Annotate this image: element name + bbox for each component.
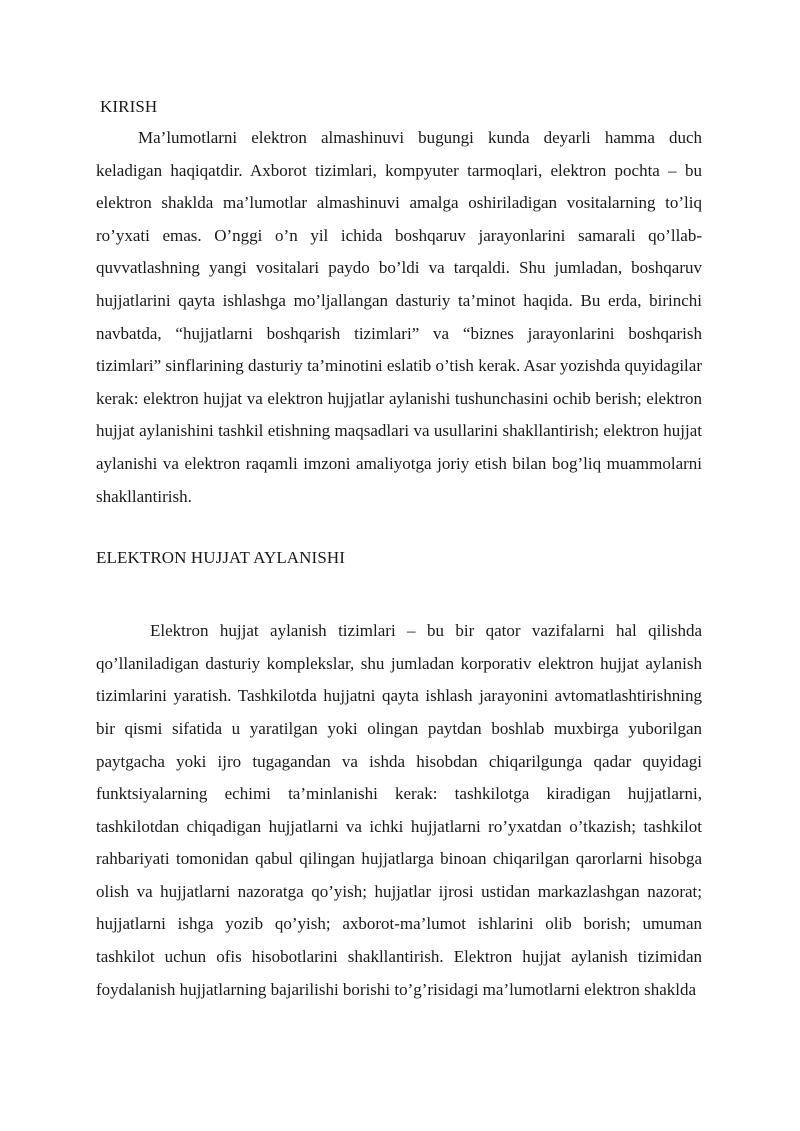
section-heading-kirish: KIRISH bbox=[100, 97, 158, 116]
document-page bbox=[96, 96, 702, 1006]
section-paragraph-kirish: Ma’lumotlarni elektron almashinuvi bugungi kunda deyarli hamma duch keladigan haqiqatdir. Axborot tizimlari, kompyuter tarmoqlari, elektron pochta – bu elektron shaklda ma’lumotlar almashinuvi amalga oshiriladigan vositalarning to’liq ro’yxati emas. O’nggi o’n yil ichida boshqaruv jarayonlarini samarali qo’llab-quvvatlashning yangi vositalari paydo bo’ldi va tarqaldi. Shu jumladan, boshqaruv hujjatlarini qayta ishlashga mo’ljallangan dasturiy ta’minot haqida. Bu erda, birinchi navbatda, “hujjatlarni boshqarish tizimlari” va “biznes jarayonlarini boshqarish tizimlari” sinflarining dasturiy ta’minotini eslatib o’tish kerak. Asar yozishda quyidagilar kerak: elektron hujjat va elektron hujjatlar aylanishi tushunchasini ochib berish; elektron hujjat aylanishini tashkil etishning maqsadlari va usullarini shakllantirish; elektron hujjat aylanishi va elektron raqamli imzoni amaliyotga joriy etish bilan bog’liq muammolarni shakllantirish. bbox=[96, 128, 702, 506]
section-heading-elektron-hujjat-aylanishi: ELEKTRON HUJJAT AYLANISHI bbox=[96, 548, 346, 568]
section-paragraph-elektron-hujjat-aylanishi: Elektron hujjat aylanish tizimlari – bu bir qator vazifalarni hal qilishda qo’llaniladigan dasturiy komplekslar, shu jumladan korporativ elektron hujjat aylanish tizimlarini yaratish. Tashkilotda hujjatni qayta ishlash jarayonini avtomatlashtirishning bir qismi sifatida u yaratilgan yoki olingan paytdan boshlab muxbirga yuborilgan paytgacha yoki ijro tugagandan va ishda hisobdan chiqarilgunga qadar quyidagi funktsiyalarning echimi ta’minlanishi kerak: tashkilotga kiradigan hujjatlarni, tashkilotdan chiqadigan hujjatlarni va ichki hujjatlarni ro’yxatdan o’tkazish; tashkilot rahbariyati tomonidan qabul qilingan hujjatlarga binoan chiqarilgan qarorlarni hisobga olish va hujjatlarni nazoratga qo’yish; hujjatlar ijrosi ustidan markazlashgan nazorat; hujjatlarni ishga yozib qo’yish; axborot-ma’lumot ishlarini olib borish; umuman tashkilot uchun ofis hisobotlarini shakllantirish. Elektron hujjat aylanish tizimidan foydalanish hujjatlarning bajarilishi borishi to’g’risidagi ma’lumotlarni elektron shaklda bbox=[96, 621, 702, 999]
